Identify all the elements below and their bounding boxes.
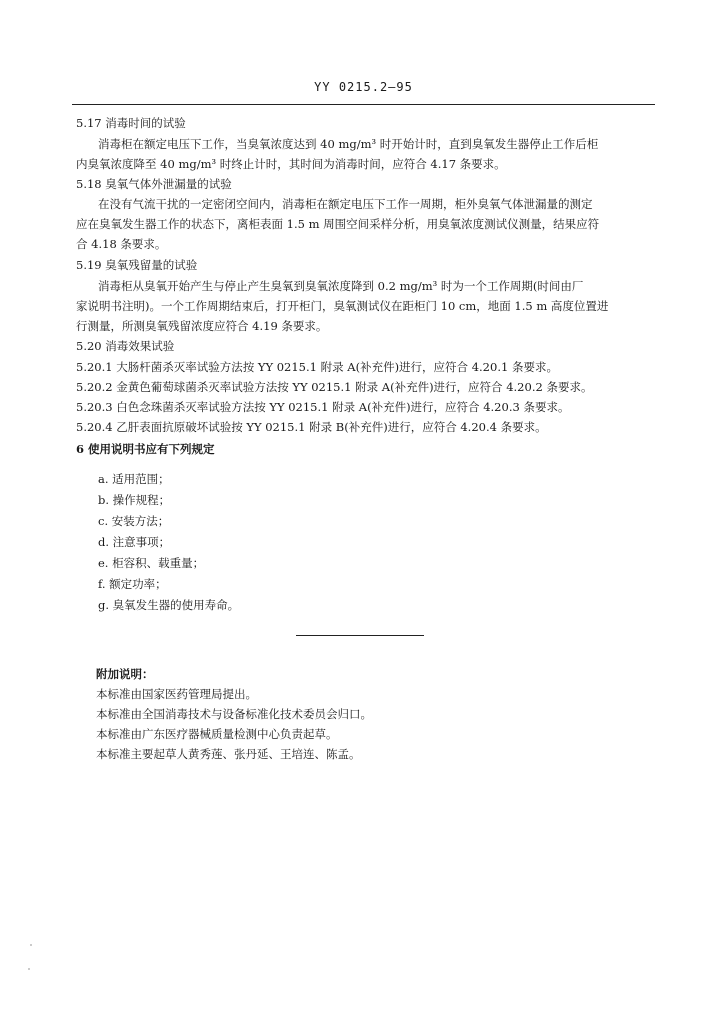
notes-line-4: 本标准主要起草人黄秀莲、张丹延、王培连、陈孟。 [96, 747, 361, 761]
section-5-17-heading: 5.17 消毒时间的试验 [76, 116, 186, 130]
notes-line-3: 本标准由广东医疗器械质量检测中心负责起草。 [96, 727, 338, 741]
notes-line-2: 本标准由全国消毒技术与设备标准化技术委员会归口。 [96, 707, 372, 721]
section-6-heading: 6 使用说明书应有下列规定 [76, 442, 215, 456]
section-5-19-line-2: 家说明书注明)。一个工作周期结束后，打开柜门，臭氧测试仪在距柜门 10 cm，地面 1.5 m 高度位置进 [76, 299, 609, 313]
section-5-18-line-3: 合 4.18 条要求。 [76, 237, 167, 251]
list-item-d: d. 注意事项； [98, 535, 171, 549]
document-code-header: YY 0215.2—95 [314, 80, 413, 94]
list-item-c: c. 安装方法； [98, 514, 170, 528]
section-5-20-2: 5.20.2 金黄色葡萄球菌杀灭率试验方法按 YY 0215.1 附录 A(补充件)进行，应符合 4.20.2 条要求。 [76, 380, 593, 394]
section-5-17-line-2: 内臭氧浓度降至 40 mg/m³ 时终止计时，其时间为消毒时间，应符合 4.17 条要求。 [76, 157, 506, 171]
notes-line-1: 本标准由国家医药管理局提出。 [96, 687, 257, 701]
section-5-17-line-1: 消毒柜在额定电压下工作，当臭氧浓度达到 40 mg/m³ 时开始计时，直到臭氧发生器停止工作后柜 [98, 137, 599, 151]
section-5-19-line-3: 行测量，所测臭氧残留浓度应符合 4.19 条要求。 [76, 319, 328, 333]
section-5-18-line-1: 在没有气流干扰的一定密闭空间内，消毒柜在额定电压下工作一周期，柜外臭氧气体泄漏量的测定 [98, 197, 593, 211]
section-5-18-heading: 5.18 臭氧气体外泄漏量的试验 [76, 177, 232, 191]
section-5-20-heading: 5.20 消毒效果试验 [76, 339, 175, 353]
section-5-20-4: 5.20.4 乙肝表面抗原破坏试验按 YY 0215.1 附录 B(补充件)进行，应符合 4.20.4 条要求。 [76, 420, 547, 434]
list-item-f: f. 额定功率； [98, 577, 167, 591]
notes-heading: 附加说明： [96, 667, 154, 681]
list-item-b: b. 操作规程； [98, 493, 171, 507]
section-separator-rule [296, 635, 424, 636]
scan-speck [30, 944, 32, 946]
section-5-20-1: 5.20.1 大肠杆菌杀灭率试验方法按 YY 0215.1 附录 A(补充件)进行，应符合 4.20.1 条要求。 [76, 360, 558, 374]
list-item-g: g. 臭氧发生器的使用寿命。 [98, 598, 240, 612]
list-item-a: a. 适用范围； [98, 472, 170, 486]
section-5-18-line-2: 应在臭氧发生器工作的状态下，离柜表面 1.5 m 周围空间采样分析，用臭氧浓度测试仪测量，结果应符 [76, 217, 600, 231]
section-5-20-3: 5.20.3 白色念珠菌杀灭率试验方法按 YY 0215.1 附录 A(补充件)进行，应符合 4.20.3 条要求。 [76, 400, 570, 414]
section-5-19-line-1: 消毒柜从臭氧开始产生与停止产生臭氧到臭氧浓度降到 0.2 mg/m³ 时为一个工作周期(时间由厂 [98, 279, 584, 293]
scan-speck [28, 968, 30, 970]
list-item-e: e. 柜容积、载重量； [98, 556, 205, 570]
header-rule [72, 104, 655, 105]
section-5-19-heading: 5.19 臭氧残留量的试验 [76, 258, 198, 272]
